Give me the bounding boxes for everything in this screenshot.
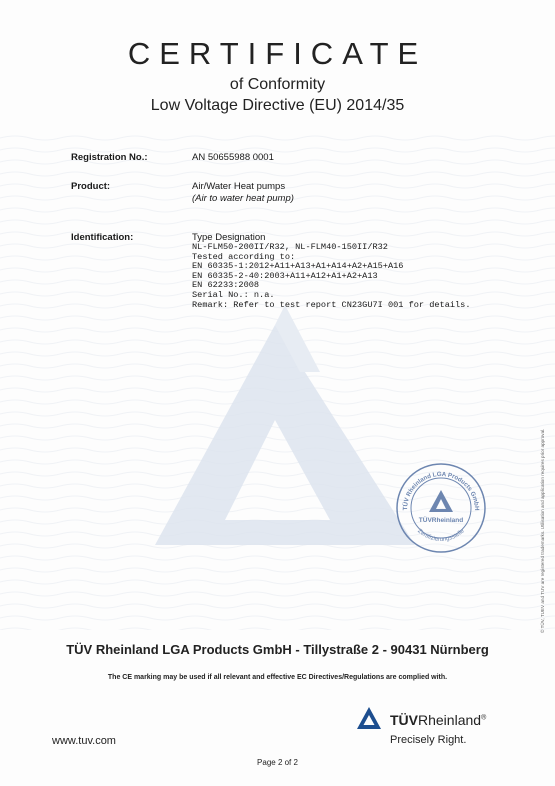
directive-title: Low Voltage Directive (EU) 2014/35 — [150, 97, 405, 114]
product-value: Air/Water Heat pumps — [192, 181, 286, 192]
brand-bold: TÜV — [390, 712, 418, 728]
seal-bottom-text: Zertifizierungsstelle — [416, 528, 466, 543]
seal-triangle-icon — [429, 490, 453, 512]
registration-value: AN 50655988 0001 — [192, 152, 274, 163]
identification-label: Identification: — [71, 232, 134, 243]
brand-rest: Rheinland — [418, 712, 482, 728]
ce-marking-note: The CE marking may be used if all relevant and effective EC Directives/Regulations are complied with. — [107, 674, 448, 681]
identification-line: NL-FLM50-200II/R32, NL-FLM40-150II/R32 — [192, 242, 388, 252]
svg-text:Zertifizierungsstelle — [416, 528, 466, 543]
trademark-note-text: © TÜV, TUEV and TUV are registered trademarks. Utilisation and application requires prior approval. — [540, 428, 545, 633]
website-link[interactable]: www.tuv.com — [52, 735, 116, 747]
registration-label: Registration No.: — [71, 152, 148, 163]
trademark-note — [537, 385, 547, 635]
tuv-brand-logo — [390, 712, 486, 728]
identification-line: Remark: Refer to test report CN23GU7I 001 for details. — [192, 300, 471, 310]
identification-line: EN 62233:2008 — [192, 280, 260, 290]
brand-registered: ® — [481, 714, 487, 722]
brand-slogan: Precisely Right. — [390, 734, 467, 746]
certificate-title: CERTIFICATE — [127, 36, 428, 71]
tuv-triangle-icon — [356, 706, 382, 730]
identification-line: EN 60335-1:2012+A11+A13+A1+A14+A2+A15+A16 — [192, 261, 404, 271]
certificate-subtitle: of Conformity — [229, 76, 326, 93]
seal-top-text: TÜV Rheinland LGA Products GmbH — [401, 470, 481, 511]
identification-line: Tested according to: — [192, 251, 296, 262]
issuer-address: TÜV Rheinland LGA Products GmbH - Tillystraße 2 - 90431 Nürnberg — [66, 642, 489, 657]
product-subvalue: (Air to water heat pump) — [192, 193, 294, 204]
identification-line: Serial No.: n.a. — [192, 290, 275, 300]
identification-heading: Type Designation — [192, 232, 266, 243]
seal-center-text: TÜVRheinland — [418, 517, 464, 524]
identification-line: EN 60335-2-40:2003+A11+A12+A1+A2+A13 — [192, 270, 378, 281]
product-label: Product: — [71, 181, 111, 192]
page-number: Page 2 of 2 — [257, 758, 298, 767]
certification-seal — [393, 460, 489, 556]
